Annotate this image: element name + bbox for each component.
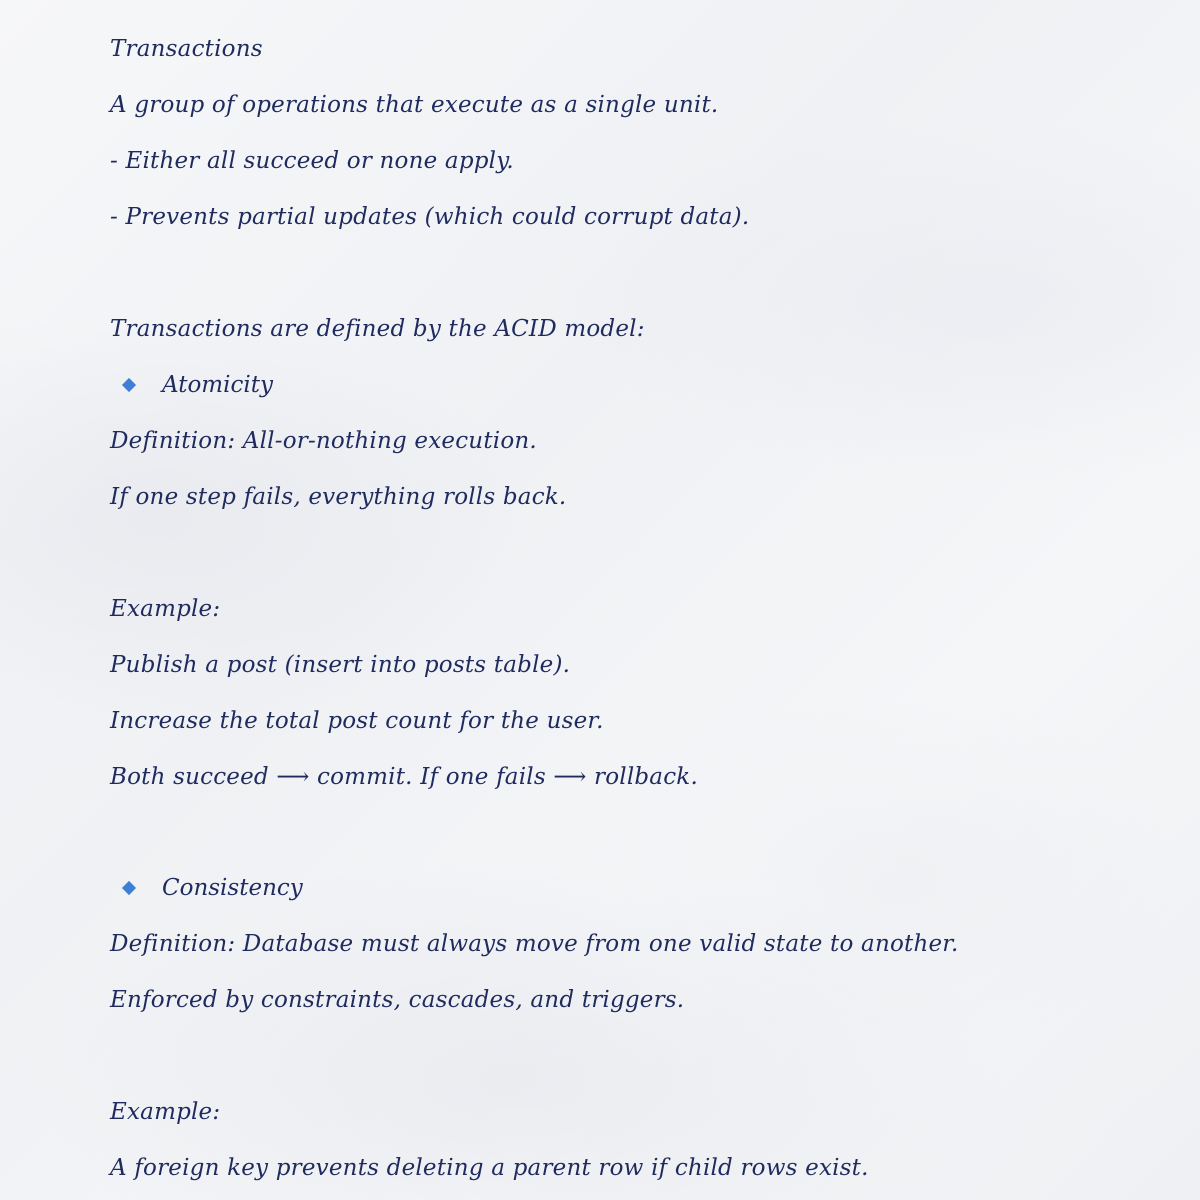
atomicity-example-line: Publish a post (insert into posts table). bbox=[110, 652, 571, 678]
section-heading-atomicity bbox=[122, 370, 273, 400]
consistency-definition: Definition: Database must always move from one valid state to another. bbox=[110, 931, 959, 957]
page-title: Transactions bbox=[110, 36, 263, 62]
atomicity-definition: Definition: All-or-nothing execution. bbox=[110, 428, 537, 454]
acid-intro: Transactions are defined by the ACID model: bbox=[110, 316, 645, 342]
atomicity-example-label: Example: bbox=[110, 596, 221, 622]
consistency-example-label: Example: bbox=[110, 1099, 221, 1125]
intro-point: - Either all succeed or none apply. bbox=[110, 148, 514, 174]
diamond-bullet-icon bbox=[122, 881, 136, 895]
atomicity-detail: If one step fails, everything rolls back. bbox=[110, 484, 567, 510]
intro-text: A group of operations that execute as a single unit. bbox=[110, 92, 719, 118]
section-heading-label: Atomicity bbox=[162, 372, 273, 398]
atomicity-example-line: Both succeed ⟶ commit. If one fails ⟶ rollback. bbox=[110, 764, 698, 790]
section-heading-consistency bbox=[122, 873, 303, 903]
intro-point: - Prevents partial updates (which could corrupt data). bbox=[110, 204, 750, 230]
diamond-bullet-icon bbox=[122, 378, 136, 392]
consistency-detail: Enforced by constraints, cascades, and triggers. bbox=[110, 987, 685, 1013]
atomicity-example-line: Increase the total post count for the user. bbox=[110, 708, 604, 734]
consistency-example-line: A foreign key prevents deleting a parent row if child rows exist. bbox=[110, 1155, 869, 1181]
section-heading-label: Consistency bbox=[162, 875, 303, 901]
